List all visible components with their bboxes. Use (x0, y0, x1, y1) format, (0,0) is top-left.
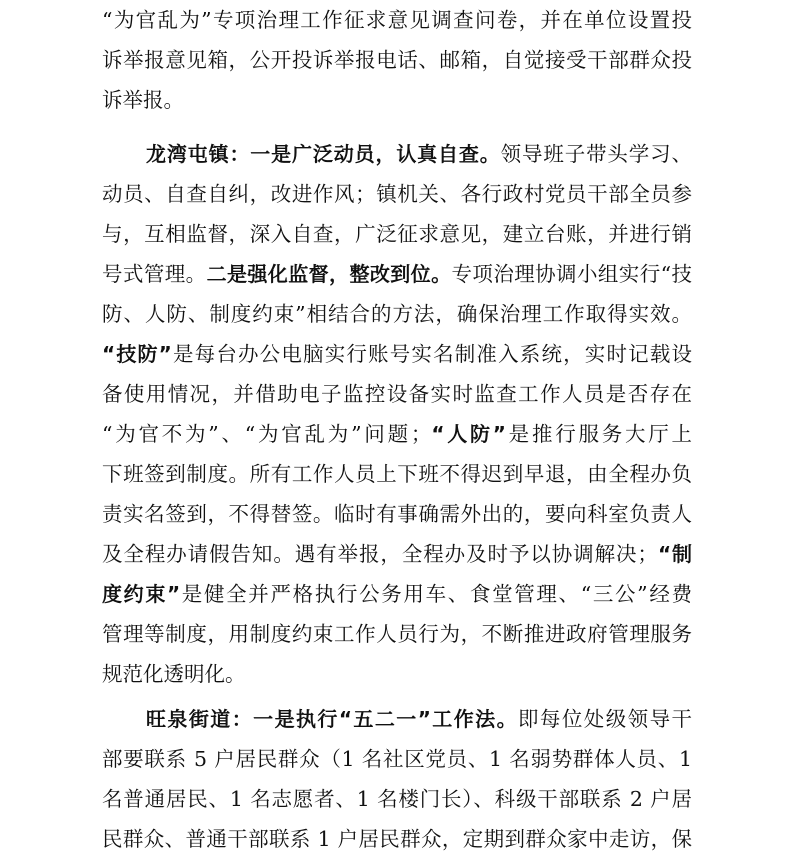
text-line: 备使用情况，并借助电子监控设备实时监查工作人员是否存在 (102, 382, 692, 406)
text-run: 领导班子带头学习、 (500, 142, 692, 166)
text-line: 部要联系 5 户居民群众（1 名社区党员、1 名弱势群体人员、1 (102, 747, 692, 771)
text-line: 诉举报。 (102, 88, 184, 112)
text-run: “为官不为”、“为官乱为”问题； (102, 422, 432, 446)
text-line: 民群众、普通干部联系 1 户居民群众，定期到群众家中走访，保 (102, 827, 692, 851)
text-line: 规范化透明化。 (102, 662, 246, 686)
text-line: 动员、自查自纠，改进作风；镇机关、各行政村党员干部全员参 (102, 182, 692, 206)
text-line: 与，互相监督，深入自查，广泛征求意见，建立台账，并进行销 (102, 222, 692, 246)
text-line (102, 574, 692, 614)
text-line: 管理等制度，用制度约束工作人员行为，不断推进政府管理服务 (102, 622, 692, 646)
text-run: 及全程办请假告知。遇有举报，全程办及时予以协调解决； (102, 542, 658, 566)
section-heading: 旺泉街道：一是执行“五二一”工作法。 (146, 707, 518, 731)
emphasis-text: 度约束” (102, 582, 181, 606)
text-line (102, 134, 692, 174)
text-line: “为官乱为”专项治理工作征求意见调查问卷，并在单位设置投 (102, 8, 692, 32)
text-run: 是每台办公电脑实行账号实名制准入系统，实时记载设 (171, 342, 692, 366)
document-page (102, 0, 692, 859)
text-line: 名普通居民、1 名志愿者、1 名楼门长）、科级干部联系 2 户居 (102, 787, 692, 811)
paragraph-wangquan (102, 699, 692, 859)
text-line (102, 699, 692, 739)
text-run: 即每位处级领导干 (518, 707, 692, 731)
text-run: 是健全并严格执行公务用车、食堂管理、“三公”经费 (180, 582, 692, 606)
text-run: 是推行服务大厅上 (505, 422, 692, 446)
text-run: 号式管理。 (102, 262, 207, 286)
text-line (102, 254, 692, 294)
section-heading: 龙湾屯镇：一是广泛动员，认真自查。 (146, 142, 501, 166)
paragraph-spacer (102, 120, 692, 134)
text-line (102, 414, 692, 454)
text-line (102, 334, 692, 374)
text-line (102, 534, 692, 574)
emphasis-text: “制 (657, 542, 692, 566)
text-line: 防、人防、制度约束”相结合的方法，确保治理工作取得实效。 (102, 302, 692, 326)
emphasis-text: “人防” (431, 422, 506, 446)
paragraph-longwantun (102, 134, 692, 694)
paragraph-intro (102, 0, 692, 120)
emphasis-text: “技防” (102, 342, 172, 366)
text-line: 下班签到制度。所有工作人员上下班不得迟到早退，由全程办负 (102, 462, 692, 486)
emphasis-text: 二是强化监督，整改到位。 (206, 262, 452, 286)
text-line: 诉举报意见箱，公开投诉举报电话、邮箱，自觉接受干部群众投 (102, 48, 692, 72)
text-run: 专项治理协调小组实行“技 (451, 262, 692, 286)
text-line: 责实名签到，不得替签。临时有事确需外出的，要向科室负责人 (102, 502, 692, 526)
